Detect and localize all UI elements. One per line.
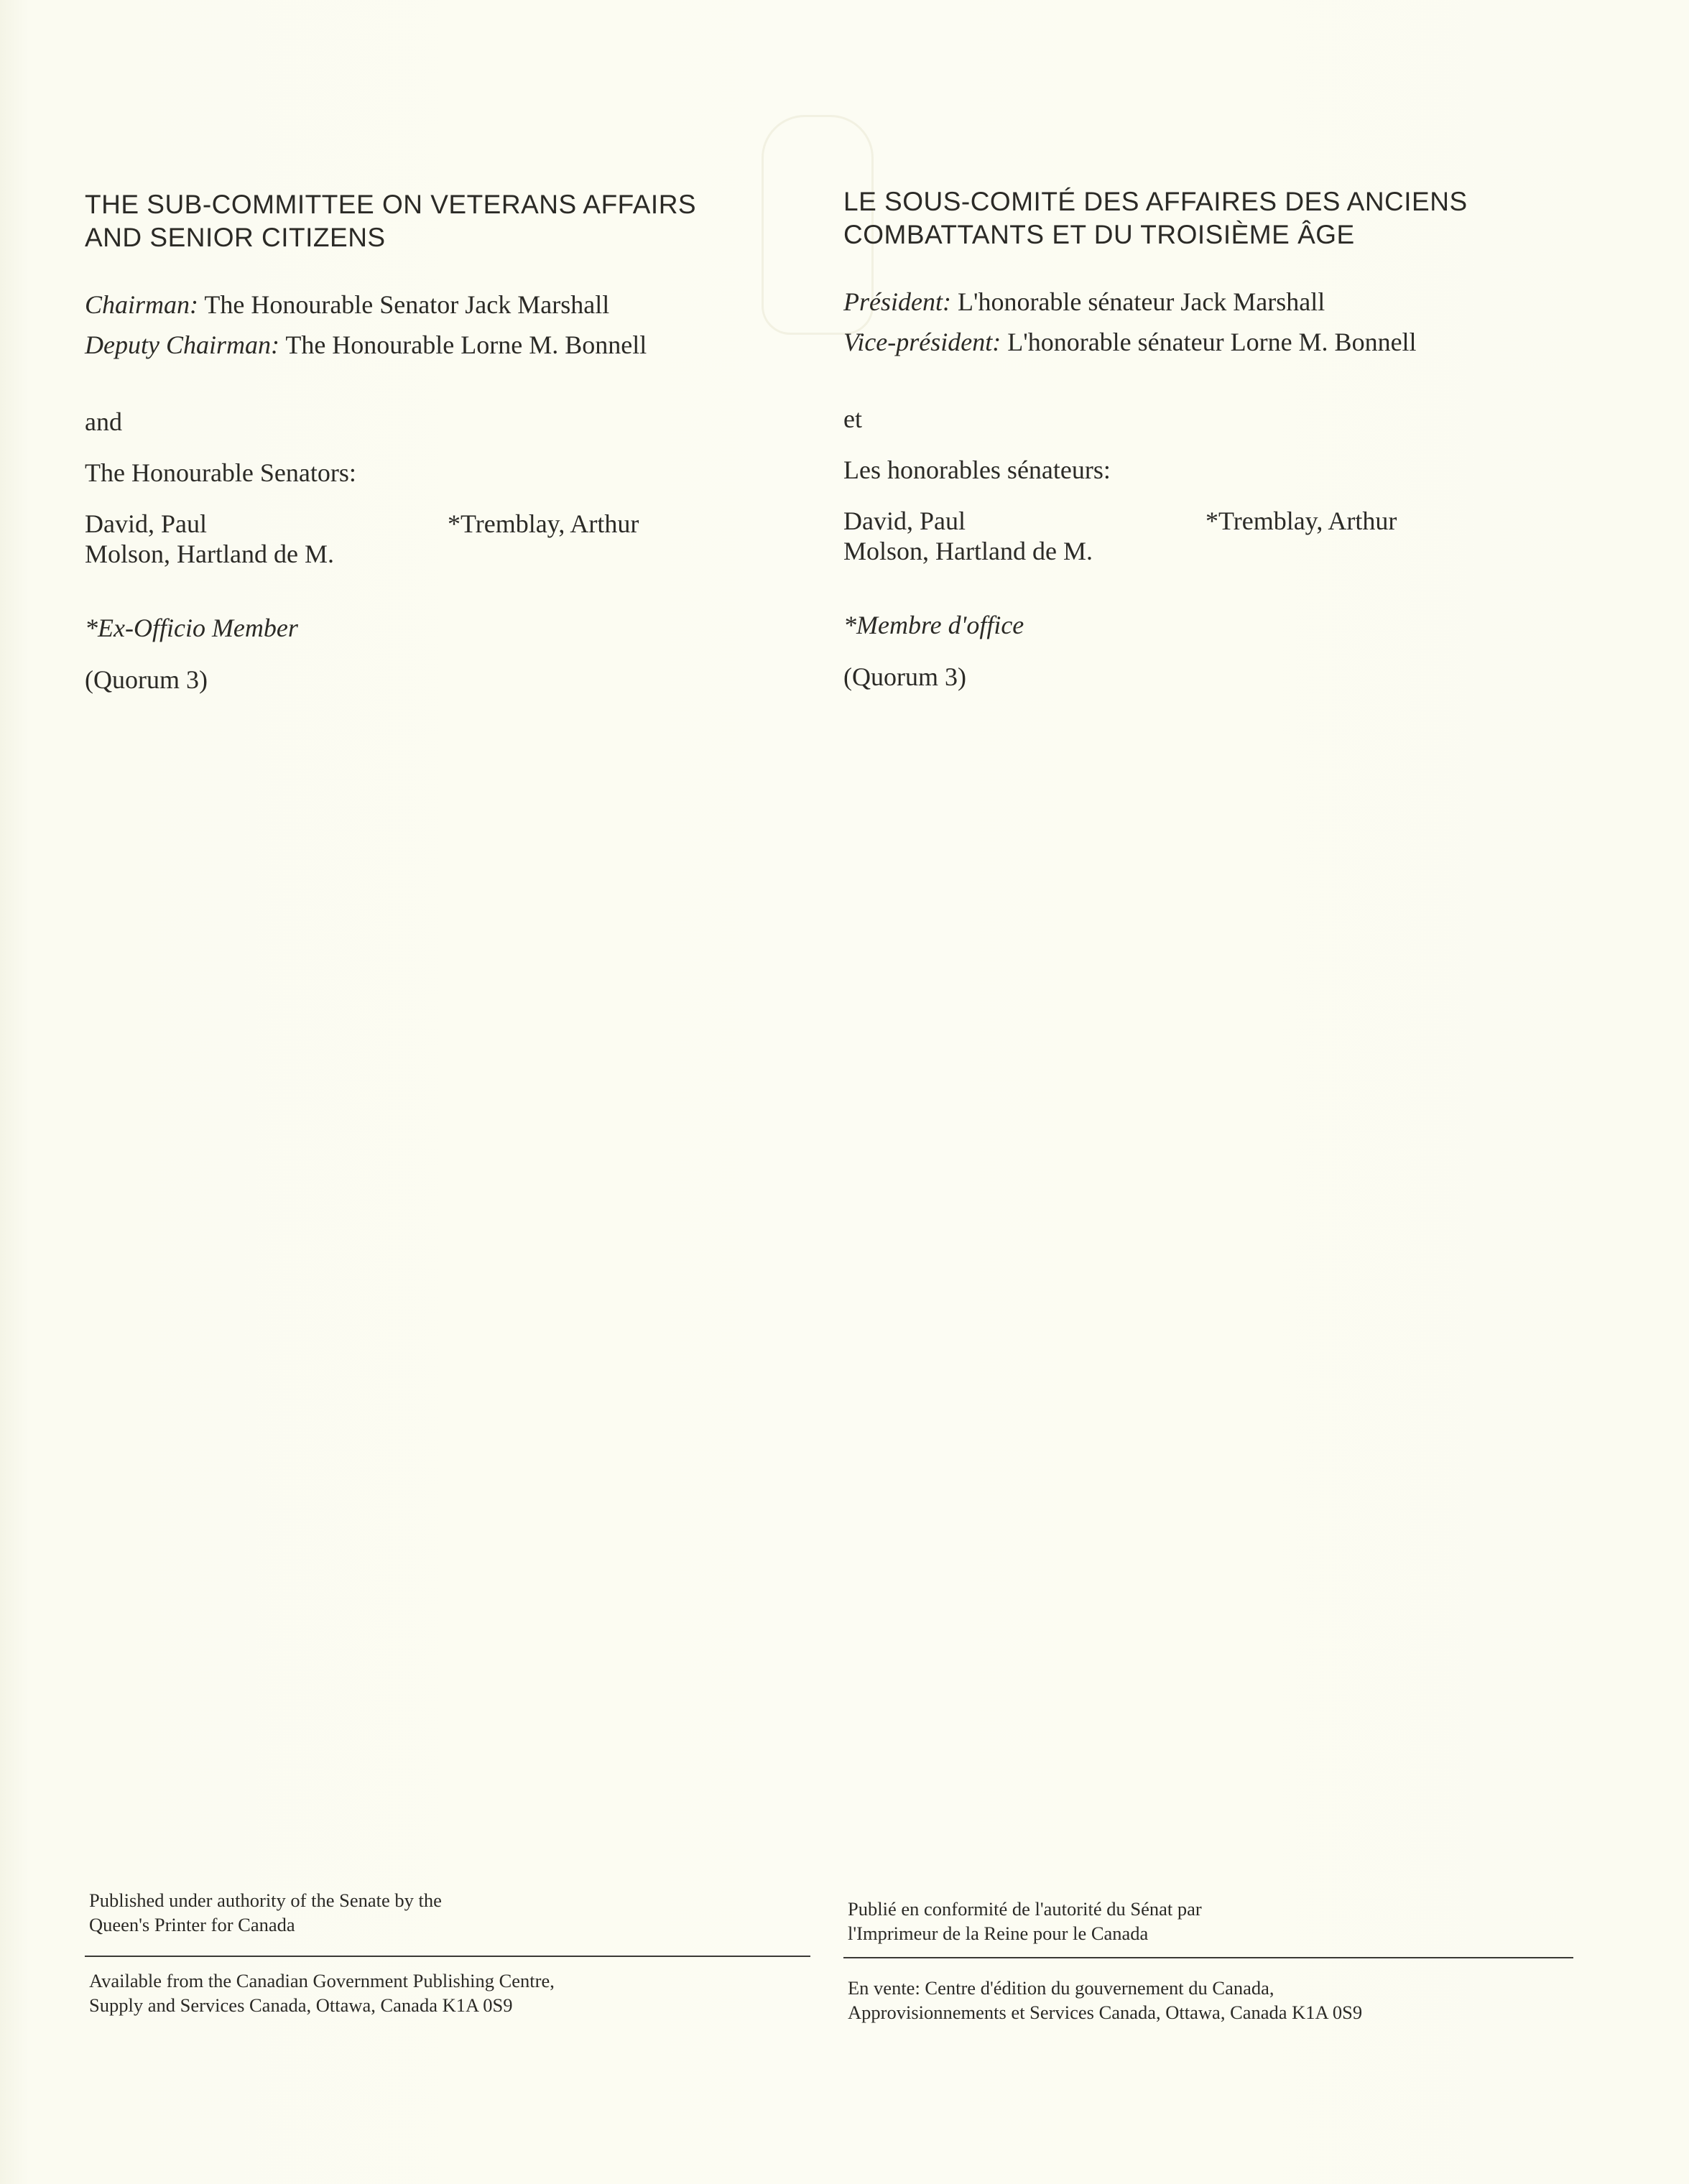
publisher-line-2: l'Imprimeur de la Reine pour le Canada [848, 1922, 1149, 1944]
heading-line-2: COMBATTANTS ET DU TROISIÈME ÂGE [843, 220, 1355, 249]
deputy-chairman-label: Vice-président: [843, 328, 1001, 356]
availability-line-1: Available from the Canadian Government Publishing Centre, [89, 1970, 555, 1991]
publisher-line-2: Queen's Printer for Canada [89, 1914, 295, 1935]
availability-note [848, 1976, 1573, 2025]
members-list-right [1206, 506, 1397, 536]
members-list-left [85, 509, 334, 569]
senators-intro: Les honorables sénateurs: [843, 455, 1111, 484]
footer-divider-fr [843, 1957, 1573, 1958]
deputy-chairman-line-en [85, 329, 647, 361]
members-list-left [843, 506, 1093, 566]
ex-officio-note [843, 609, 1024, 641]
availability-note [89, 1968, 815, 2017]
deputy-chairman-name: L'honorable sénateur Lorne M. Bonnell [1007, 328, 1417, 356]
member-name: *Tremblay, Arthur [448, 509, 639, 538]
availability-line-2: Approvisionnements et Services Canada, Ottawa, Canada K1A 0S9 [848, 2002, 1363, 2023]
committee-heading-en [85, 188, 774, 254]
availability-english [89, 1968, 815, 2017]
availability-line-1: En vente: Centre d'édition du gouvernement du Canada, [848, 1977, 1274, 1999]
member-name: David, Paul [843, 506, 966, 535]
ex-officio-text: *Membre d'office [843, 611, 1024, 639]
availability-line-2: Supply and Services Canada, Ottawa, Canada K1A 0S9 [89, 1994, 513, 2016]
member-name: Molson, Hartland de M. [843, 537, 1093, 565]
footer-french [848, 1897, 1573, 1945]
heading-line-2: AND SENIOR CITIZENS [85, 223, 386, 252]
publisher-line-1: Published under authority of the Senate by the [89, 1889, 442, 1911]
chairman-line-fr [843, 286, 1325, 318]
deputy-chairman-line-fr [843, 326, 1417, 358]
footer-english [89, 1888, 815, 1937]
ex-officio-note [85, 612, 298, 644]
quorum-text: (Quorum 3) [843, 662, 966, 691]
ex-officio-text: *Ex-Officio Member [85, 614, 298, 642]
member-name: Molson, Hartland de M. [85, 540, 334, 568]
deputy-chairman-name: The Honourable Lorne M. Bonnell [285, 330, 647, 359]
chairman-label: Président: [843, 287, 951, 316]
publisher-note [848, 1897, 1573, 1945]
chairman-name: L'honorable sénateur Jack Marshall [957, 287, 1325, 316]
publisher-line-1: Publié en conformité de l'autorité du Sénat par [848, 1898, 1202, 1920]
and-text: and [85, 407, 122, 436]
member-name: *Tremblay, Arthur [1206, 506, 1397, 535]
chairman-label: Chairman: [85, 290, 199, 319]
and-text: et [843, 404, 862, 433]
members-list-right [448, 509, 639, 539]
committee-heading-fr [843, 185, 1533, 251]
heading-line-1: THE SUB-COMMITTEE ON VETERANS AFFAIRS [85, 190, 697, 219]
publisher-note [89, 1888, 815, 1937]
chairman-line-en [85, 289, 609, 320]
chairman-name: The Honourable Senator Jack Marshall [204, 290, 610, 319]
deputy-chairman-label: Deputy Chairman: [85, 330, 279, 359]
heading-line-1: LE SOUS-COMITÉ DES AFFAIRES DES ANCIENS [843, 187, 1468, 216]
senators-intro: The Honourable Senators: [85, 458, 356, 487]
member-name: David, Paul [85, 509, 207, 538]
quorum-text: (Quorum 3) [85, 665, 208, 694]
availability-french [848, 1976, 1573, 2025]
footer-divider-en [85, 1956, 810, 1957]
